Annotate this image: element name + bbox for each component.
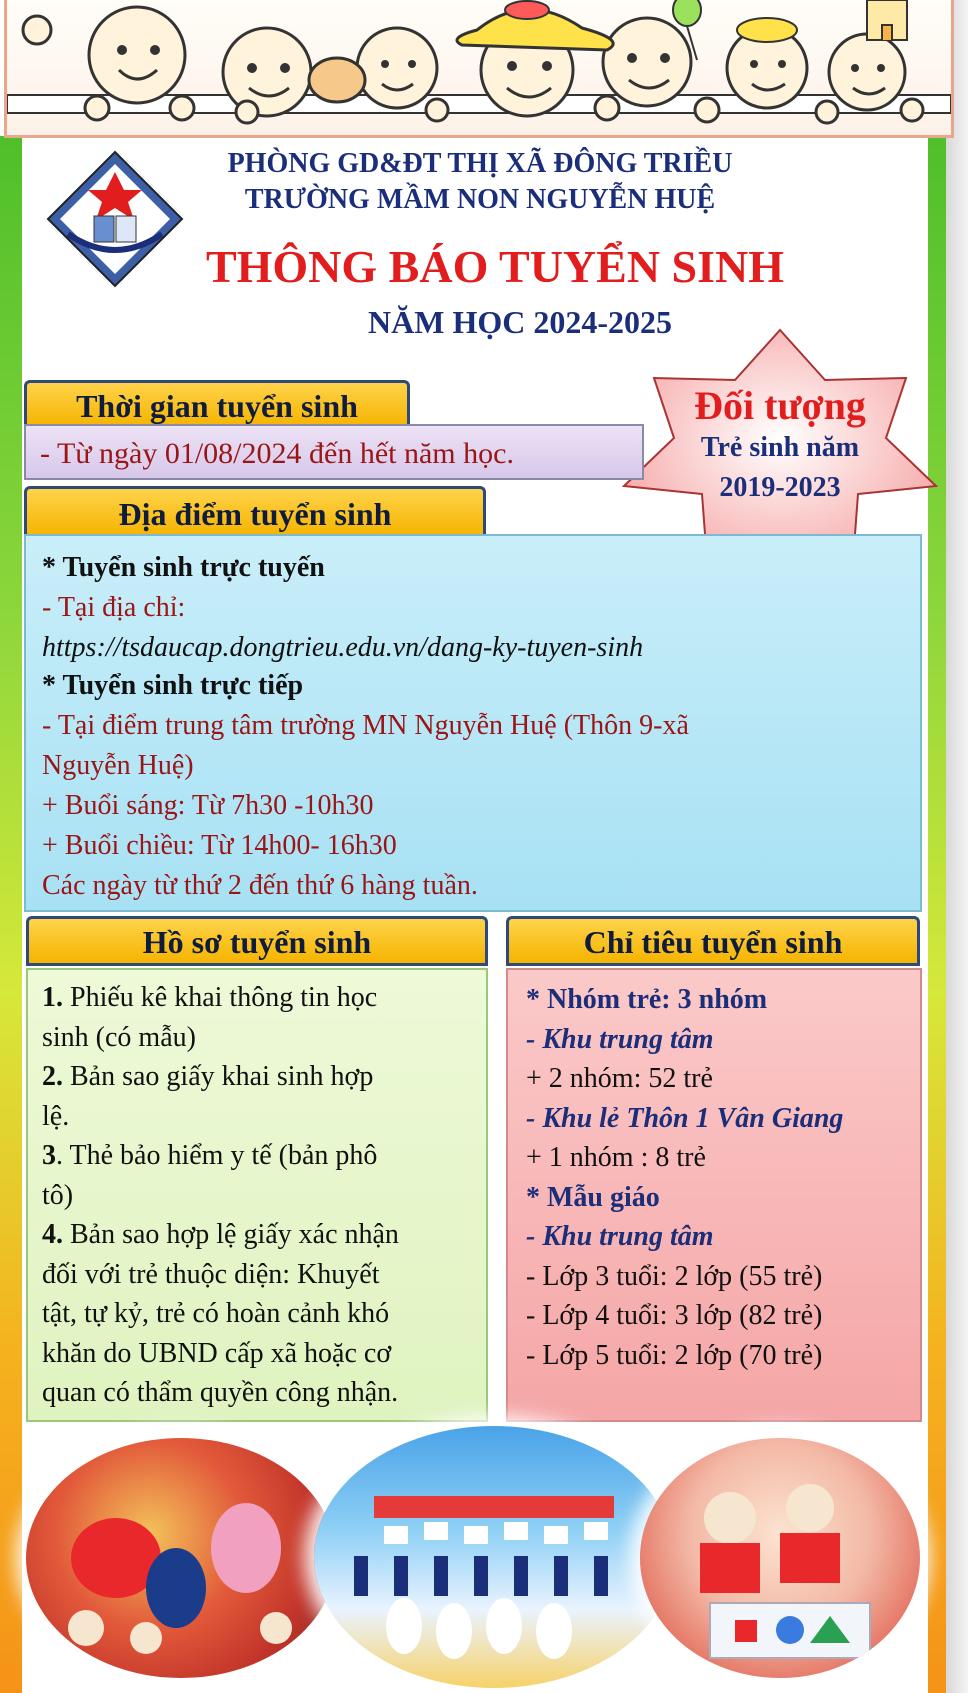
quota-nursery-satellite-count: + 1 nhóm : 8 trẻ (526, 1142, 706, 1173)
target-title: Đối tượng (694, 383, 866, 428)
quota-class-4yo: - Lớp 4 tuổi: 3 lớp (82 trẻ) (526, 1300, 823, 1331)
quota-nursery-center-count: + 2 nhóm: 52 trẻ (526, 1063, 713, 1094)
morning-hours: + Buổi sáng: Từ 7h30 -10h30 (42, 790, 374, 821)
direct-heading: * Tuyển sinh trực tiếp (42, 670, 304, 701)
school-logo-icon (44, 148, 186, 290)
page-edge-shadow (946, 0, 968, 1693)
quota-nursery-satellite: - Khu lẻ Thôn 1 Vân Giang (526, 1102, 844, 1134)
document-item-4-cont1: đối với trẻ thuộc diện: Khuyết (42, 1258, 380, 1290)
time-section-label: Thời gian tuyển sinh (24, 380, 410, 426)
quota-section-label: Chỉ tiêu tuyển sinh (506, 916, 920, 966)
time-section-text: - Từ ngày 01/08/2024 đến hết năm học. (40, 437, 514, 470)
document-item-1-cont: sinh (có mẫu) (42, 1021, 196, 1053)
cartoon-kids-illustration (7, 0, 951, 135)
target-line1: Trẻ sinh năm (700, 432, 860, 463)
document-item-1: 1. Phiếu kê khai thông tin học (42, 982, 378, 1013)
quota-list (526, 980, 916, 1375)
document-item-4: 4. Bản sao hợp lệ giấy xác nhận (42, 1219, 399, 1250)
document-item-4-cont2: tật, tự kỷ, trẻ có hoàn cảnh khó (42, 1298, 390, 1329)
documents-list (42, 978, 470, 1413)
online-heading: * Tuyển sinh trực tuyến (42, 552, 325, 583)
quota-nursery-heading: * Nhóm trẻ: 3 nhóm (526, 984, 768, 1015)
photo-classroom-play (640, 1438, 920, 1678)
page-title: THÔNG BÁO TUYỂN SINH (205, 241, 785, 292)
document-item-2-cont: lệ. (42, 1100, 70, 1132)
weekday-schedule: Các ngày từ thứ 2 đến thứ 6 hàng tuần. (42, 870, 478, 901)
classroom-play-illustration (640, 1438, 920, 1678)
school-name: TRƯỜNG MẦM NON NGUYỄN HUỆ (244, 184, 716, 215)
location-section-label: Địa điểm tuyển sinh (24, 486, 486, 536)
quota-kindergarten-heading: * Mẫu giáo (526, 1181, 660, 1213)
document-item-4-num: 4. (42, 1219, 63, 1250)
school-year: NĂM HỌC 2024-2025 (368, 304, 672, 340)
target-line2: 2019-2023 (719, 472, 841, 503)
photo-strip (22, 1424, 928, 1693)
online-address-label: - Tại địa chỉ: (42, 592, 186, 623)
document-item-1-num: 1. (42, 982, 63, 1013)
cartoon-kids-banner (4, 0, 954, 138)
direct-place-line2: Nguyễn Huệ) (42, 750, 194, 781)
document-item-3-cont: tô) (42, 1179, 74, 1211)
photo-lion-dance (26, 1438, 336, 1678)
online-registration-link[interactable]: https://tsdaucap.dongtrieu.edu.vn/dang-ky-tuyen-sinh (42, 632, 644, 663)
document-item-3: 3. Thẻ bảo hiểm y tế (bản phô (42, 1140, 378, 1171)
document-item-2: 2. Bản sao giấy khai sinh hợp (42, 1061, 374, 1092)
school-logo (44, 148, 186, 290)
quota-class-3yo: - Lớp 3 tuổi: 2 lớp (55 trẻ) (526, 1260, 823, 1292)
document-item-4-cont4: quan có thẩm quyền công nhận. (42, 1377, 399, 1408)
direct-place-line1: - Tại điểm trung tâm trường MN Nguyễn Huệ (Thôn 9-xã (42, 710, 689, 741)
stage-performance-illustration (314, 1426, 674, 1688)
photo-stage-performance (314, 1426, 674, 1688)
document-item-3-num: 3 (42, 1140, 56, 1171)
department-name: PHÒNG GD&ĐT THỊ XÃ ĐÔNG TRIỀU (227, 148, 733, 179)
afternoon-hours: + Buổi chiều: Từ 14h00- 16h30 (42, 830, 397, 861)
documents-section-label: Hồ sơ tuyển sinh (26, 916, 488, 966)
quota-kindergarten-center: - Khu trung tâm (526, 1221, 714, 1252)
lion-dance-illustration (26, 1438, 336, 1678)
document-item-2-num: 2. (42, 1061, 63, 1092)
document-item-4-cont3: khăn do UBND cấp xã hoặc cơ (42, 1337, 392, 1369)
quota-nursery-center: - Khu trung tâm (526, 1023, 714, 1055)
quota-class-5yo: - Lớp 5 tuổi: 2 lớp (70 trẻ) (526, 1339, 823, 1371)
